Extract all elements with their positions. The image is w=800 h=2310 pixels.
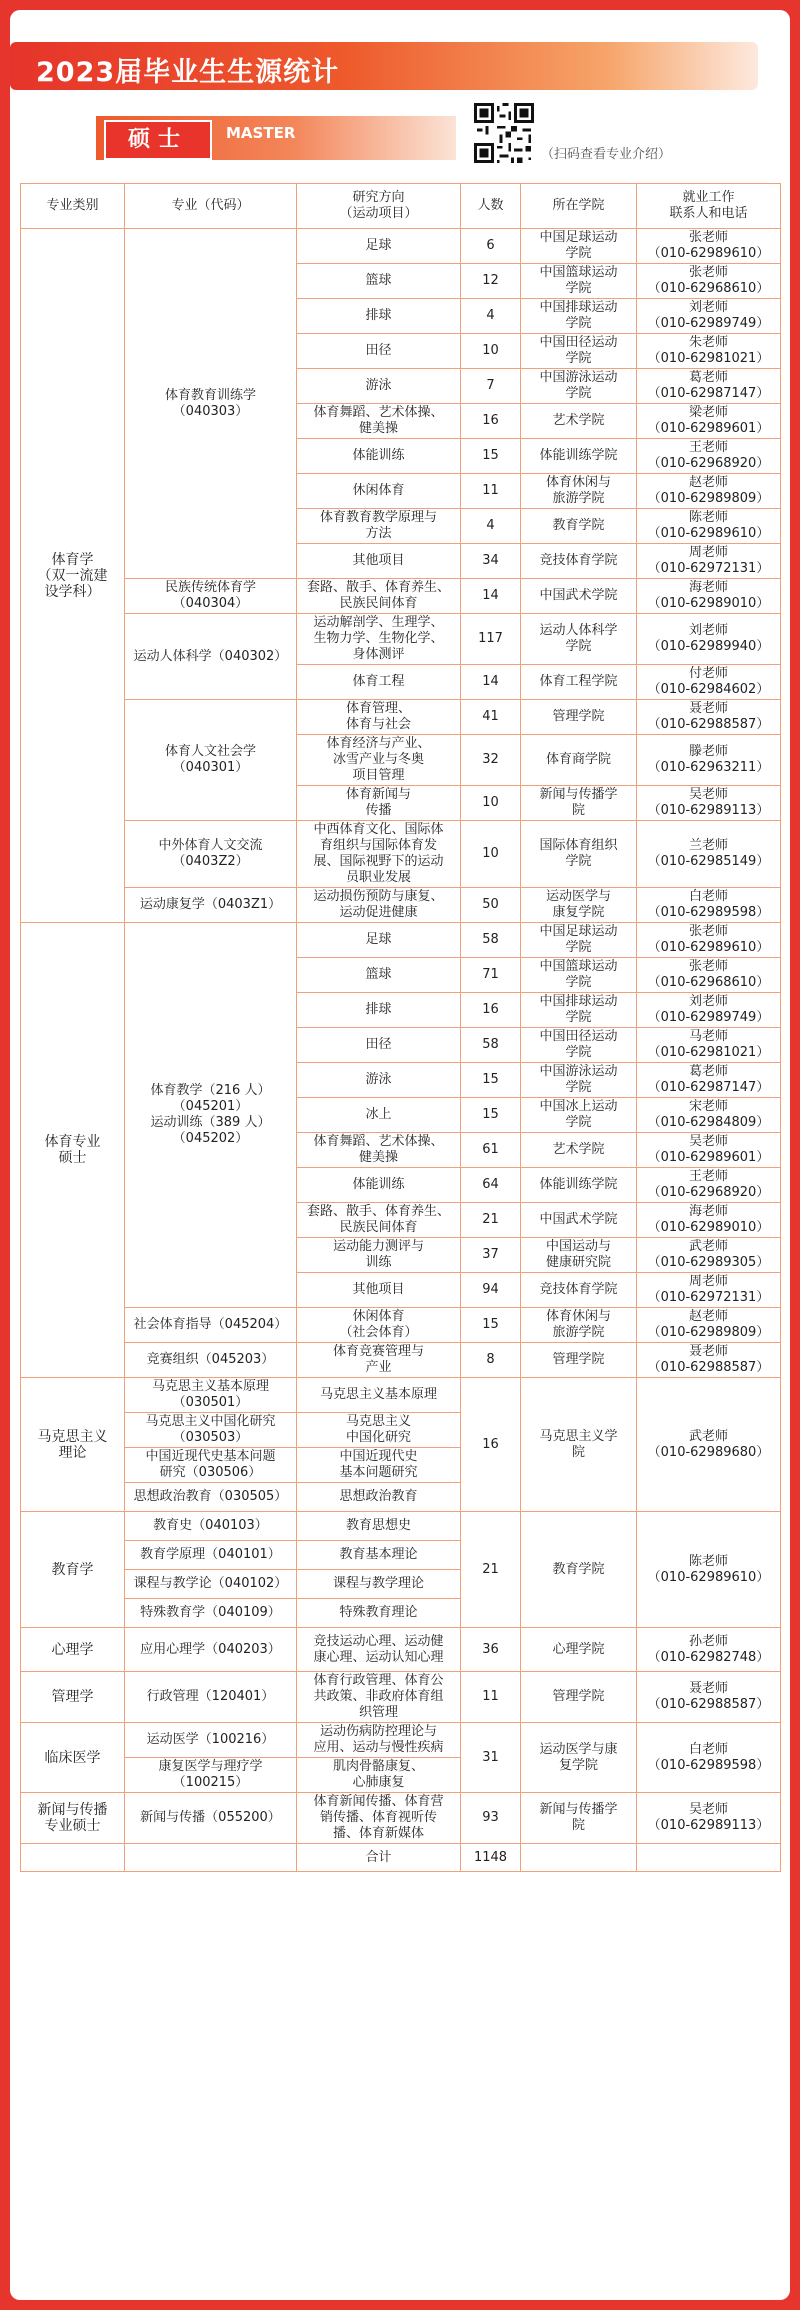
major-cell: 应用心理学（040203） [125, 1628, 297, 1672]
contact-cell: 刘老师 （010-62989749） [637, 299, 781, 334]
count-cell: 21 [461, 1203, 521, 1238]
college-cell: 体育休闲与 旅游学院 [521, 1308, 637, 1343]
total-blank-cell [637, 1844, 781, 1872]
count-cell: 15 [461, 1098, 521, 1133]
count-cell: 21 [461, 1512, 521, 1628]
total-count: 1148 [461, 1844, 521, 1872]
contact-cell: 梁老师 （010-62989601） [637, 404, 781, 439]
direction-cell: 其他项目 [297, 1273, 461, 1308]
count-cell: 64 [461, 1168, 521, 1203]
header-college: 所在学院 [521, 184, 637, 229]
direction-cell: 教育基本理论 [297, 1541, 461, 1570]
college-cell: 中国游泳运动 学院 [521, 1063, 637, 1098]
qr-code-icon[interactable] [474, 103, 534, 163]
college-cell: 管理学院 [521, 1343, 637, 1378]
direction-cell: 马克思主义 中国化研究 [297, 1413, 461, 1448]
direction-cell: 休闲体育 （社会体育） [297, 1308, 461, 1343]
table-row [21, 1723, 781, 1758]
contact-cell: 宋老师 （010-62984809） [637, 1098, 781, 1133]
count-cell: 12 [461, 264, 521, 299]
total-row [21, 1844, 781, 1872]
direction-cell: 中国近现代史 基本问题研究 [297, 1448, 461, 1483]
direction-cell: 体育舞蹈、艺术体操、 健美操 [297, 1133, 461, 1168]
count-cell: 11 [461, 1672, 521, 1723]
college-cell: 管理学院 [521, 1672, 637, 1723]
contact-cell: 张老师 （010-62968610） [637, 958, 781, 993]
direction-cell: 休闲体育 [297, 474, 461, 509]
count-cell: 34 [461, 544, 521, 579]
major-cell: 行政管理（120401） [125, 1672, 297, 1723]
contact-cell: 张老师 （010-62989610） [637, 229, 781, 264]
direction-cell: 游泳 [297, 369, 461, 404]
count-cell: 16 [461, 993, 521, 1028]
count-cell: 37 [461, 1238, 521, 1273]
direction-cell: 体育教育教学原理与 方法 [297, 509, 461, 544]
college-cell: 体育工程学院 [521, 665, 637, 700]
direction-cell: 排球 [297, 299, 461, 334]
count-cell: 50 [461, 888, 521, 923]
contact-cell: 兰老师 （010-62985149） [637, 821, 781, 888]
college-cell: 竞技体育学院 [521, 544, 637, 579]
major-cell: 马克思主义基本原理 （030501） [125, 1378, 297, 1413]
major-cell: 特殊教育学（040109） [125, 1599, 297, 1628]
direction-cell: 冰上 [297, 1098, 461, 1133]
degree-badge-en: MASTER [226, 124, 296, 142]
count-cell: 14 [461, 665, 521, 700]
contact-cell: 王老师 （010-62968920） [637, 1168, 781, 1203]
enrollment-table [20, 183, 781, 1872]
direction-cell: 套路、散手、体育养生、 民族民间体育 [297, 579, 461, 614]
direction-cell: 游泳 [297, 1063, 461, 1098]
contact-cell: 周老师 （010-62972131） [637, 1273, 781, 1308]
table-row [21, 1672, 781, 1723]
college-cell: 中国篮球运动 学院 [521, 958, 637, 993]
direction-cell: 课程与教学理论 [297, 1570, 461, 1599]
contact-cell: 张老师 （010-62989610） [637, 923, 781, 958]
direction-cell: 体能训练 [297, 439, 461, 474]
contact-cell: 滕老师 （010-62963211） [637, 735, 781, 786]
count-cell: 6 [461, 229, 521, 264]
count-cell: 7 [461, 369, 521, 404]
direction-cell: 中西体育文化、国际体 育组织与国际体育发 展、国际视野下的运动 员职业发展 [297, 821, 461, 888]
count-cell: 58 [461, 923, 521, 958]
contact-cell: 吴老师 （010-62989113） [637, 1793, 781, 1844]
college-cell: 中国篮球运动 学院 [521, 264, 637, 299]
count-cell: 36 [461, 1628, 521, 1672]
category-cell: 管理学 [21, 1672, 125, 1723]
direction-cell: 田径 [297, 334, 461, 369]
direction-cell: 体育新闻传播、体育营 销传播、体育视听传 播、体育新媒体 [297, 1793, 461, 1844]
contact-cell: 吴老师 （010-62989601） [637, 1133, 781, 1168]
major-cell: 教育史（040103） [125, 1512, 297, 1541]
count-cell: 15 [461, 439, 521, 474]
college-cell: 运动人体科学 学院 [521, 614, 637, 665]
contact-cell: 海老师 （010-62989010） [637, 1203, 781, 1238]
direction-cell: 特殊教育理论 [297, 1599, 461, 1628]
table-row [21, 1378, 781, 1413]
contact-cell: 付老师 （010-62984602） [637, 665, 781, 700]
major-cell: 课程与教学论（040102） [125, 1570, 297, 1599]
major-cell: 体育教学（216 人） （045201） 运动训练（389 人） （045202） [125, 923, 297, 1308]
contact-cell: 马老师 （010-62981021） [637, 1028, 781, 1063]
table-row [21, 700, 781, 735]
contact-cell: 葛老师 （010-62987147） [637, 369, 781, 404]
count-cell: 4 [461, 299, 521, 334]
count-cell: 71 [461, 958, 521, 993]
major-cell: 新闻与传播（055200） [125, 1793, 297, 1844]
contact-cell: 聂老师 （010-62988587） [637, 1343, 781, 1378]
college-cell: 教育学院 [521, 1512, 637, 1628]
direction-cell: 田径 [297, 1028, 461, 1063]
direction-cell: 足球 [297, 229, 461, 264]
contact-cell: 孙老师 （010-62982748） [637, 1628, 781, 1672]
contact-cell: 刘老师 （010-62989940） [637, 614, 781, 665]
college-cell: 艺术学院 [521, 404, 637, 439]
direction-cell: 体育行政管理、体育公 共政策、非政府体育组 织管理 [297, 1672, 461, 1723]
count-cell: 117 [461, 614, 521, 665]
college-cell: 教育学院 [521, 509, 637, 544]
contact-cell: 武老师 （010-62989680） [637, 1378, 781, 1512]
count-cell: 8 [461, 1343, 521, 1378]
table-row [21, 1628, 781, 1672]
table-row [21, 1308, 781, 1343]
category-cell: 马克思主义 理论 [21, 1378, 125, 1512]
count-cell: 58 [461, 1028, 521, 1063]
college-cell: 心理学院 [521, 1628, 637, 1672]
table-row [21, 821, 781, 888]
count-cell: 93 [461, 1793, 521, 1844]
contact-cell: 刘老师 （010-62989749） [637, 993, 781, 1028]
major-cell: 思想政治教育（030505） [125, 1483, 297, 1512]
contact-cell: 王老师 （010-62968920） [637, 439, 781, 474]
degree-badge: 硕士 [104, 120, 212, 160]
college-cell: 运动医学与 康复学院 [521, 888, 637, 923]
major-cell: 体育教育训练学 （040303） [125, 229, 297, 579]
college-cell: 马克思主义学 院 [521, 1378, 637, 1512]
contact-cell: 武老师 （010-62989305） [637, 1238, 781, 1273]
qr-note: （扫码查看专业介绍） [541, 147, 672, 162]
contact-cell: 白老师 （010-62989598） [637, 1723, 781, 1793]
direction-cell: 体育新闻与 传播 [297, 786, 461, 821]
table-row [21, 888, 781, 923]
major-cell: 康复医学与理疗学 （100215） [125, 1758, 297, 1793]
contact-cell: 周老师 （010-62972131） [637, 544, 781, 579]
contact-cell: 聂老师 （010-62988587） [637, 700, 781, 735]
major-cell: 运动人体科学（040302） [125, 614, 297, 700]
count-cell: 10 [461, 821, 521, 888]
table-row [21, 614, 781, 665]
college-cell: 新闻与传播学 院 [521, 786, 637, 821]
direction-cell: 篮球 [297, 264, 461, 299]
direction-cell: 排球 [297, 993, 461, 1028]
count-cell: 11 [461, 474, 521, 509]
contact-cell: 白老师 （010-62989598） [637, 888, 781, 923]
college-cell: 中国武术学院 [521, 579, 637, 614]
contact-cell: 赵老师 （010-62989809） [637, 1308, 781, 1343]
direction-cell: 体育管理、 体育与社会 [297, 700, 461, 735]
college-cell: 中国田径运动 学院 [521, 334, 637, 369]
total-blank-cell [521, 1844, 637, 1872]
total-label: 合计 [297, 1844, 461, 1872]
college-cell: 中国足球运动 学院 [521, 229, 637, 264]
direction-cell: 运动解剖学、生理学、 生物力学、生物化学、 身体测评 [297, 614, 461, 665]
category-cell: 体育专业 硕士 [21, 923, 125, 1378]
college-cell: 中国武术学院 [521, 1203, 637, 1238]
college-cell: 艺术学院 [521, 1133, 637, 1168]
direction-cell: 体能训练 [297, 1168, 461, 1203]
count-cell: 14 [461, 579, 521, 614]
direction-cell: 体育竞赛管理与 产业 [297, 1343, 461, 1378]
college-cell: 管理学院 [521, 700, 637, 735]
direction-cell: 竞技运动心理、运动健 康心理、运动认知心理 [297, 1628, 461, 1672]
major-cell: 竞赛组织（045203） [125, 1343, 297, 1378]
major-cell: 教育学原理（040101） [125, 1541, 297, 1570]
college-cell: 中国足球运动 学院 [521, 923, 637, 958]
major-cell: 民族传统体育学 （040304） [125, 579, 297, 614]
contact-cell: 吴老师 （010-62989113） [637, 786, 781, 821]
contact-cell: 陈老师 （010-62989610） [637, 1512, 781, 1628]
count-cell: 15 [461, 1063, 521, 1098]
direction-cell: 教育思想史 [297, 1512, 461, 1541]
major-cell: 运动康复学（0403Z1） [125, 888, 297, 923]
direction-cell: 肌肉骨骼康复、 心肺康复 [297, 1758, 461, 1793]
category-cell: 教育学 [21, 1512, 125, 1628]
header-count: 人数 [461, 184, 521, 229]
major-cell: 体育人文社会学 （040301） [125, 700, 297, 821]
direction-cell: 体育舞蹈、艺术体操、 健美操 [297, 404, 461, 439]
header-direction: 研究方向 （运动项目） [297, 184, 461, 229]
major-cell: 马克思主义中国化研究 （030503） [125, 1413, 297, 1448]
category-cell: 心理学 [21, 1628, 125, 1672]
count-cell: 61 [461, 1133, 521, 1168]
direction-cell: 运动伤病防控理论与 应用、运动与慢性疾病 [297, 1723, 461, 1758]
table-row [21, 923, 781, 958]
direction-cell: 思想政治教育 [297, 1483, 461, 1512]
count-cell: 10 [461, 786, 521, 821]
college-cell: 国际体育组织 学院 [521, 821, 637, 888]
direction-cell: 运动能力测评与 训练 [297, 1238, 461, 1273]
header-major: 专业（代码） [125, 184, 297, 229]
count-cell: 4 [461, 509, 521, 544]
college-cell: 中国冰上运动 学院 [521, 1098, 637, 1133]
contact-cell: 海老师 （010-62989010） [637, 579, 781, 614]
major-cell: 运动医学（100216） [125, 1723, 297, 1758]
contact-cell: 葛老师 （010-62987147） [637, 1063, 781, 1098]
direction-cell: 运动损伤预防与康复、 运动促进健康 [297, 888, 461, 923]
college-cell: 体育商学院 [521, 735, 637, 786]
college-cell: 中国运动与 健康研究院 [521, 1238, 637, 1273]
college-cell: 中国排球运动 学院 [521, 299, 637, 334]
direction-cell: 体育工程 [297, 665, 461, 700]
contact-cell: 赵老师 （010-62989809） [637, 474, 781, 509]
direction-cell: 其他项目 [297, 544, 461, 579]
major-cell: 中国近现代史基本问题 研究（030506） [125, 1448, 297, 1483]
table-row [21, 229, 781, 264]
major-cell: 社会体育指导（045204） [125, 1308, 297, 1343]
table-row [21, 579, 781, 614]
category-cell: 体育学 （双一流建 设学科） [21, 229, 125, 923]
category-cell: 临床医学 [21, 1723, 125, 1793]
college-cell: 体能训练学院 [521, 1168, 637, 1203]
table-header-row [21, 184, 781, 229]
college-cell: 中国排球运动 学院 [521, 993, 637, 1028]
contact-cell: 朱老师 （010-62981021） [637, 334, 781, 369]
count-cell: 16 [461, 1378, 521, 1512]
contact-cell: 陈老师 （010-62989610） [637, 509, 781, 544]
header-contact: 就业工作 联系人和电话 [637, 184, 781, 229]
direction-cell: 套路、散手、体育养生、 民族民间体育 [297, 1203, 461, 1238]
header-category: 专业类别 [21, 184, 125, 229]
count-cell: 10 [461, 334, 521, 369]
college-cell: 新闻与传播学 院 [521, 1793, 637, 1844]
page-title: 2023届毕业生生源统计 [36, 57, 340, 88]
college-cell: 体育休闲与 旅游学院 [521, 474, 637, 509]
table-row [21, 1512, 781, 1541]
major-cell: 中外体育人文交流 （0403Z2） [125, 821, 297, 888]
college-cell: 运动医学与康 复学院 [521, 1723, 637, 1793]
direction-cell: 篮球 [297, 958, 461, 993]
count-cell: 15 [461, 1308, 521, 1343]
college-cell: 中国田径运动 学院 [521, 1028, 637, 1063]
category-cell: 新闻与传播 专业硕士 [21, 1793, 125, 1844]
college-cell: 中国游泳运动 学院 [521, 369, 637, 404]
count-cell: 32 [461, 735, 521, 786]
total-blank-cell [21, 1844, 125, 1872]
count-cell: 31 [461, 1723, 521, 1793]
direction-cell: 体育经济与产业、 冰雪产业与冬奥 项目管理 [297, 735, 461, 786]
count-cell: 41 [461, 700, 521, 735]
table-row [21, 1793, 781, 1844]
college-cell: 体能训练学院 [521, 439, 637, 474]
table-row [21, 1343, 781, 1378]
contact-cell: 张老师 （010-62968610） [637, 264, 781, 299]
direction-cell: 足球 [297, 923, 461, 958]
total-blank-cell [125, 1844, 297, 1872]
count-cell: 16 [461, 404, 521, 439]
count-cell: 94 [461, 1273, 521, 1308]
college-cell: 竞技体育学院 [521, 1273, 637, 1308]
contact-cell: 聂老师 （010-62988587） [637, 1672, 781, 1723]
direction-cell: 马克思主义基本原理 [297, 1378, 461, 1413]
